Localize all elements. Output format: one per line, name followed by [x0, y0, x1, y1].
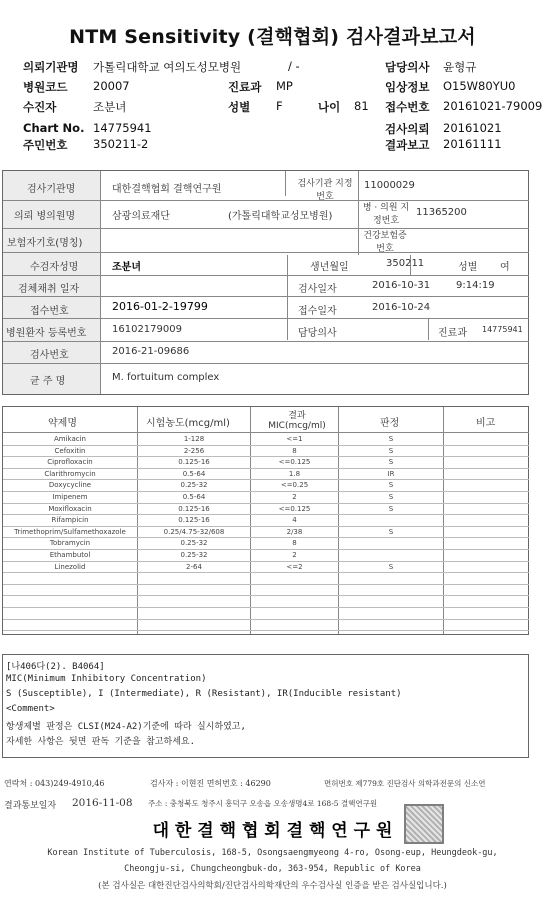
reg-no-value: 16102179009	[112, 324, 182, 335]
drug-cell-range: 2-256	[183, 446, 205, 455]
receipt-label: 접수번호	[30, 306, 69, 317]
dept-label: 진료과	[228, 80, 262, 94]
drug-cell-mic: 4	[292, 516, 297, 525]
note-line: [나406다(2). B4064]	[6, 662, 105, 672]
collect-date-label: 검체채취 일자	[18, 284, 80, 295]
drug-header-interp: 판정	[380, 418, 400, 429]
drug-cell-mic: 2/38	[286, 527, 303, 536]
test-date-value: 2016-10-31	[372, 280, 431, 291]
drug-cell-interp: S	[388, 481, 394, 490]
note-line: MIC(Minimum Inhibitory Concentration)	[6, 674, 207, 684]
drug-cell-interp: S	[388, 504, 394, 513]
patient-name-value: 조분녀	[112, 262, 141, 273]
drug-header-range: 시험농도(mcg/ml)	[146, 418, 230, 429]
drug-cell-mic: <=0.25	[280, 481, 309, 490]
dob-value: 350211	[386, 258, 425, 269]
request-date-label: 검사의뢰	[385, 122, 430, 136]
drug-cell-drug: Linezolid	[54, 562, 86, 571]
clinical-info-label: 임상정보	[385, 80, 430, 94]
sex-label-info: 성별	[458, 262, 478, 273]
drug-cell-drug: Clarithromycin	[44, 469, 96, 478]
client-no-value: 11365200	[416, 207, 467, 218]
client-no-label: 병 · 의원 지정번호	[362, 203, 410, 226]
header-slash: / -	[288, 59, 300, 73]
receipt-no-value: 20161021-79009	[443, 99, 543, 113]
drug-cell-interp: S	[388, 446, 394, 455]
doctor-label-info: 담당의사	[298, 328, 337, 339]
drug-cell-interp: IR	[387, 469, 395, 478]
drug-cell-range: 0.125-16	[178, 458, 210, 467]
client-sub-value: (가톨릭대학교성모병원)	[228, 211, 333, 222]
organism-value: M. fortuitum complex	[112, 372, 220, 383]
receipt-date-value: 2016-10-24	[372, 302, 431, 313]
footer-license: 면허번호 제779호 진단검사 의학과전문의 신소연	[324, 779, 486, 788]
drug-cell-mic: 8	[292, 539, 297, 548]
drug-cell-range: 0.5-64	[182, 469, 206, 478]
drug-cell-drug: Doxycycline	[48, 481, 92, 490]
age-label: 나이	[318, 100, 341, 114]
footer-address-en-1: Korean Institute of Tuberculosis, 168-5, Osongsaengmyeong 4-ro, Osong-eup, Heungdeok-gu,	[47, 848, 498, 858]
request-date-value: 20161021	[443, 121, 502, 135]
report-date-value: 20161111	[443, 137, 502, 151]
test-org-label: 검사기관명	[27, 184, 76, 195]
hospital-code-value: 20007	[93, 79, 130, 93]
footer-examiner: 검사자 : 이현진 면허번호 : 46290	[150, 779, 271, 788]
chart-no-label: Chart No.	[23, 121, 85, 135]
drug-header-name: 약제명	[48, 418, 77, 429]
drug-cell-range: 0.5-64	[182, 493, 206, 501]
dept-value: MP	[276, 79, 293, 93]
drug-cell-range: 0.25-32	[180, 481, 208, 490]
drug-cell-mic: <=2	[286, 562, 303, 571]
drug-cell-drug: Ciprofloxacin	[47, 458, 93, 467]
age-value: 81	[354, 99, 369, 113]
note-line: S (Susceptible), I (Intermediate), R (Resistant), IR(Inducible resistant)	[6, 689, 402, 699]
chart-no-value: 14775941	[93, 121, 152, 135]
footer-institute-name: 대 한 결 핵 협 회 결 핵 연 구 원	[152, 821, 393, 841]
receipt-no-label: 접수번호	[385, 100, 430, 114]
drug-cell-drug: Ethambutol	[49, 551, 91, 559]
reg-no-label: 병원환자 등록번호	[6, 328, 87, 339]
patient-name-label: 수검자성명	[30, 262, 79, 273]
client-value: 삼광의료재단	[112, 211, 170, 222]
client-label: 의뢰 병의원명	[14, 211, 76, 222]
sex-value-info: 여	[500, 262, 510, 273]
drug-cell-interp: S	[388, 493, 394, 501]
report-title: NTM Sensitivity (결핵협회) 검사결과보고서	[69, 26, 476, 48]
drug-cell-interp: S	[388, 527, 394, 536]
dob-label: 생년월일	[310, 262, 349, 273]
dept-label-info: 진료과	[438, 328, 467, 339]
footer-contact: 연락처 : 043)249-4910,46	[4, 779, 105, 788]
drug-cell-mic: 8	[292, 446, 297, 455]
drug-cell-interp: S	[388, 562, 394, 571]
drug-cell-range: 0.125-16	[178, 504, 210, 513]
patient-value: 조분녀	[93, 100, 127, 114]
drug-cell-drug: Cefoxitin	[54, 446, 86, 455]
official-seal-icon	[404, 804, 444, 844]
receipt-date-label: 접수일자	[298, 306, 337, 317]
note-line: <Comment>	[6, 704, 55, 714]
drug-cell-drug: Moxifloxacin	[48, 504, 92, 513]
patient-label: 수진자	[23, 100, 57, 114]
drug-cell-drug: Tobramycin	[49, 539, 91, 548]
drug-cell-mic: 2	[292, 493, 297, 501]
footer-cert: (본 검사실은 대한진단검사의학회/진단검사의학재단의 우수검사실 인증을 받은 검사실입니다.)	[98, 881, 447, 891]
resident-no-value: 350211-2	[93, 137, 149, 151]
clinical-info-value: O15W80YU0	[443, 79, 516, 93]
footer-address-ko: 주소 : 충청북도 청주시 흥덕구 오송읍 오송생명4로 168-5 결핵연구원	[148, 799, 378, 808]
doctor-label: 담당의사	[385, 60, 430, 74]
sex-label: 성별	[228, 100, 251, 114]
drug-cell-mic: 2	[292, 551, 297, 559]
drug-cell-mic: <=1	[286, 435, 303, 443]
test-date-label: 검사일자	[298, 284, 337, 295]
client-org-label: 의뢰기관명	[23, 60, 79, 74]
drug-cell-range: 0.125-16	[178, 516, 210, 525]
exam-no-value: 2016-21-09686	[112, 346, 190, 357]
drug-cell-drug: Rifampicin	[51, 516, 89, 525]
drug-cell-range: 2-64	[186, 562, 202, 571]
doctor-value: 윤형규	[443, 60, 477, 74]
hospital-code-label: 병원코드	[23, 80, 68, 94]
receipt-value: 2016-01-2-19799	[112, 300, 208, 313]
insured-label: 보험자기호(명칭)	[7, 238, 83, 249]
drug-cell-range: 0.25-32	[180, 551, 208, 559]
drug-cell-drug: Amikacin	[53, 435, 86, 443]
drug-cell-mic: <=0.125	[278, 458, 311, 467]
test-org-value: 대한결핵협회 결핵연구원	[112, 184, 222, 195]
drug-cell-range: 0.25/4.75-32/608	[163, 527, 225, 536]
footer-address-en-2: Cheongju-si, Chungcheongbuk-do, 363-954, Republic of Korea	[124, 864, 421, 874]
drug-cell-drug: Trimethoprim/Sulfamethoxazole	[14, 527, 126, 536]
drug-cell-interp: S	[388, 435, 394, 443]
exam-no-label: 검사번호	[30, 350, 69, 361]
footer-report-date-value: 2016-11-08	[72, 797, 133, 809]
organism-label: 균 주 명	[30, 376, 66, 387]
drug-header-mic: 결과 MIC(mcg/ml)	[268, 411, 326, 431]
resident-no-label: 주민번호	[23, 138, 68, 152]
client-org-value: 가톨릭대학교 여의도성모병원	[93, 60, 242, 74]
drug-cell-mic: 1.8	[288, 469, 301, 478]
dept-no-value: 14775941	[482, 325, 523, 334]
sex-value: F	[276, 99, 283, 113]
footer-report-date-label: 결과통보일자	[4, 801, 57, 811]
note-line: 자세한 사항은 뒷면 판독 기준을 참고하세요.	[6, 737, 196, 747]
drug-cell-range: 1-128	[183, 435, 205, 443]
designated-no-value: 11000029	[364, 180, 415, 191]
drug-cell-interp: S	[388, 458, 394, 467]
note-line: 항생제별 판정은 CLSI(M24-A2)기준에 따라 실시하였고,	[6, 722, 246, 732]
drug-cell-drug: Imipenem	[52, 493, 88, 501]
drug-cell-range: 0.25-32	[180, 539, 208, 548]
report-date-label: 결과보고	[385, 138, 430, 152]
designated-no-label: 검사기관 지정번호	[297, 179, 353, 202]
test-time-value: 9:14:19	[456, 280, 495, 291]
drug-cell-mic: <=0.125	[278, 504, 311, 513]
drug-header-remark: 비고	[476, 418, 496, 429]
health-no-label: 건강보험증 번호	[363, 231, 407, 254]
